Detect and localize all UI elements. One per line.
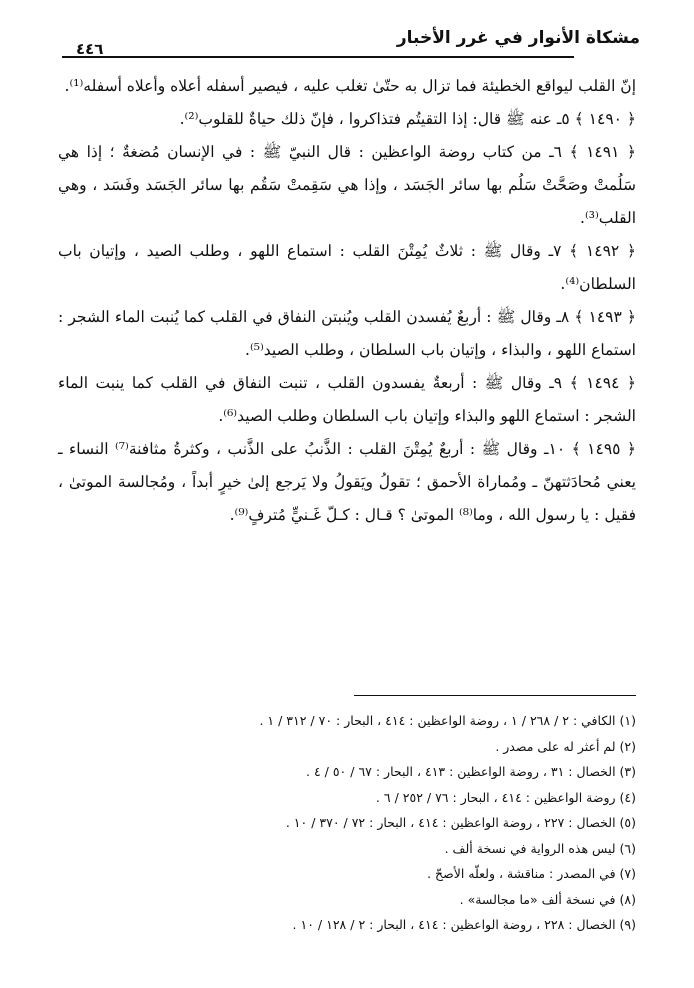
footnote: (٧) في المصدر : مناقشة ، ولعلّه الأصحّ . (427, 866, 636, 881)
footnote: (٢) لم أعثر له على مصدر . (495, 738, 636, 754)
footnotes (58, 708, 636, 938)
paragraph: إنّ القلب ليواقع الخطيئة فما تزال به حتّىٰ تغلب عليه ، فيصير أسفله أعلاه وأعلاه أسفله⁽¹⁾. (64, 77, 636, 95)
header-rule (62, 56, 574, 58)
hadith-1495: ﴿ ١٤٩٥ ﴾ ١٠ـ وقال ﷺ : أربعٌ يُمِتْنَ القلب : الذَّنبُ على الذَّنب ، وكثرةُ مثافنة⁽⁷⁾ النساء ـ يعني مُحادَثتهنّ ـ ومُماراة الأحمق ؛ تقولُ ويَقولُ ولا يَرجع إلىٰ خيرٍ أبداً ، ومُجالسة الموتىٰ ، فقيل : يا رسول الله ، وما⁽⁸⁾ الموتىٰ ؟ قـال : كـلّ غَـنيٍّ مُترفٍ⁽⁹⁾. (58, 440, 637, 524)
running-title: مشكاة الأنوار في غرر الأخبار (396, 28, 640, 48)
footnote: (١) الكافي : ٢ / ٢٦٨ / ١ ، روضة الواعظين : ٤١٤ ، البحار : ٧٠ / ٣١٢ / ١ . (259, 713, 636, 728)
page-number: ٤٤٦ (76, 40, 104, 58)
main-text (58, 70, 636, 532)
footnote: (٦) ليس هذه الرواية في نسخة ألف . (444, 840, 636, 856)
footnote: (٤) روضة الواعظين : ٤١٤ ، البحار : ٧٦ / ٢٥٢ / ٦ . (375, 789, 636, 805)
footnote: (٩) الخصال : ٢٢٨ ، روضة الواعظين : ٤١٤ ، البحار : ٢ / ١٢٨ / ١٠ . (292, 917, 636, 932)
hadith-1492: ﴿ ١٤٩٢ ﴾ ٧ـ وقال ﷺ : ثلاثٌ يُمِتْنَ القلب : استماع اللهو ، وطلب الصيد ، وإتيان باب السلطان⁽⁴⁾. (58, 242, 636, 293)
footnote: (٨) في نسخة ألف «ما مجالسة» . (459, 891, 636, 907)
hadith-1491: ﴿ ١٤٩١ ﴾ ٦ـ من كتاب روضة الواعظين : قال النبيّ ﷺ : في الإنسان مُضغةٌ ؛ إذا هي سَلُمتْ وصَحَّتْ سَلُم بها سائر الجَسَد ، وإذا هي سَقِمتْ سَقُم بها سائر الجَسَد وفَسَد ، وهي القلب⁽³⁾. (58, 143, 637, 227)
footnote: (٣) الخصال : ٣١ ، روضة الواعظين : ٤١٣ ، البحار : ٦٧ / ٥٠ / ٤ . (305, 764, 636, 779)
hadith-1493: ﴿ ١٤٩٣ ﴾ ٨ـ وقال ﷺ : أربعٌ يُفسدن القلب ويُنبتن النفاق في القلب كما يُنبت الماء الشجر : استماع اللهو ، والبذاء ، وإتيان باب السلطان ، وطلب الصيد⁽⁵⁾. (58, 308, 637, 359)
hadith-1494: ﴿ ١٤٩٤ ﴾ ٩ـ وقال ﷺ : أربعةٌ يفسدون القلب ، تنبت النفاق في القلب كما ينبت الماء الشجر : استماع اللهو والبذاء وإتيان باب السلطان وطلب الصيد⁽⁶⁾. (58, 374, 636, 425)
hadith-1490: ﴿ ١٤٩٠ ﴾ ٥ـ عنه ﷺ قال: إذا التقيتُم فتذاكروا ، فإنّ ذلك حياةٌ للقلوب⁽²⁾. (179, 110, 636, 128)
footnote: (٥) الخصال : ٢٢٧ ، روضة الواعظين : ٤١٤ ، البحار : ٧٢ / ٣٧٠ / ١٠ . (285, 815, 636, 830)
footnote-rule (354, 695, 636, 696)
